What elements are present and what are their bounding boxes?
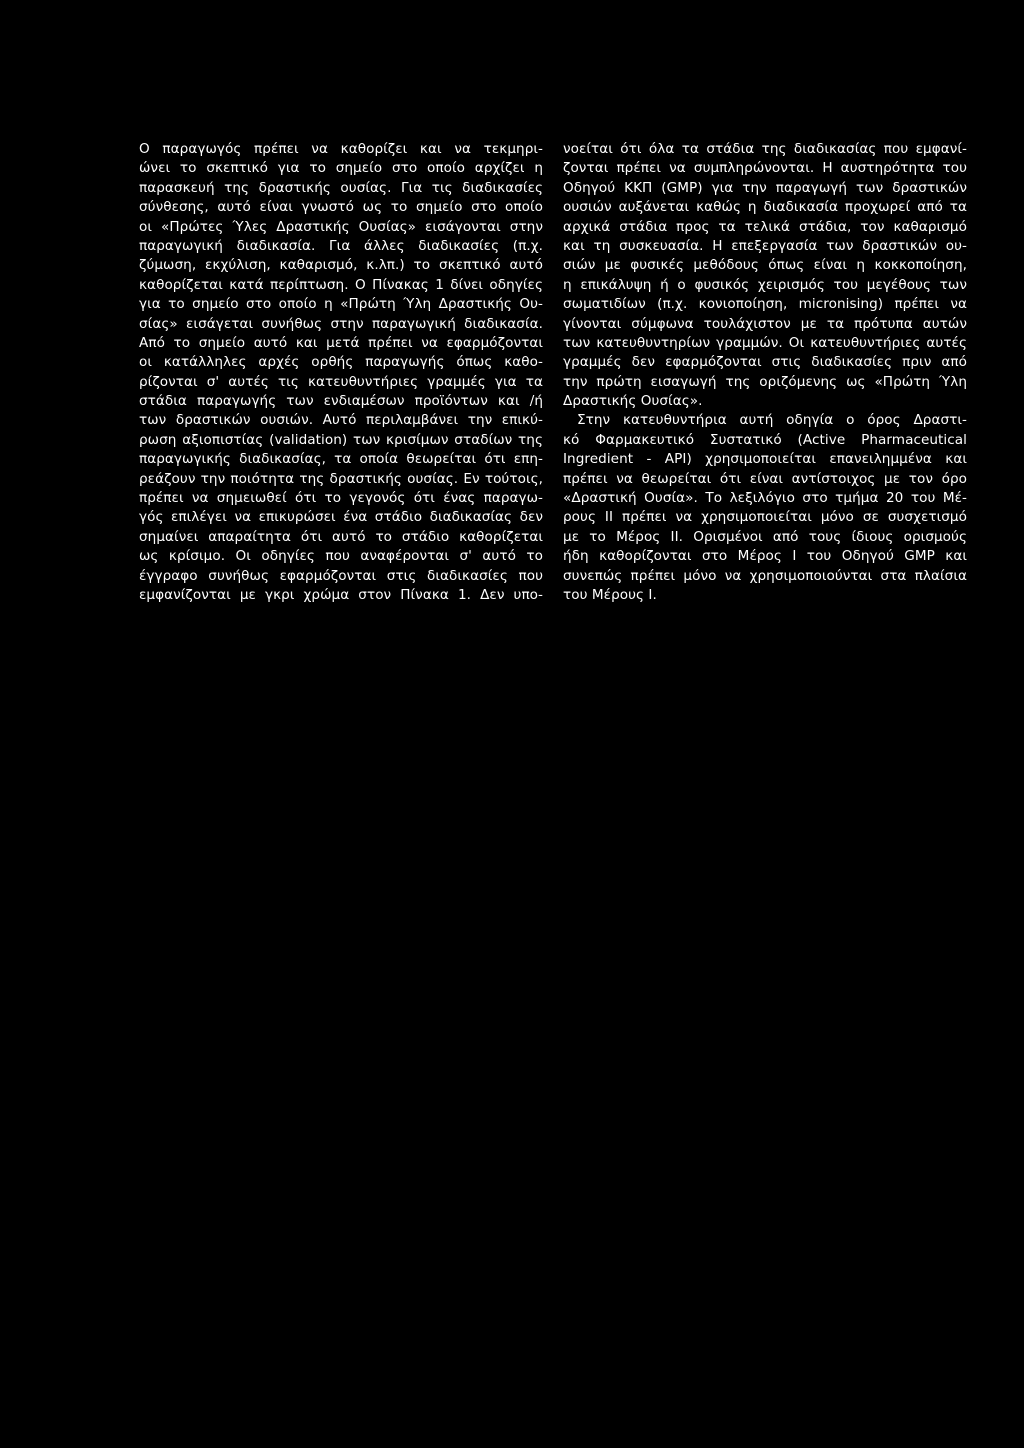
text-line: γραμμές δεν εφαρμόζονται στις διαδικασίες πριν από bbox=[563, 354, 967, 371]
text-line: των δραστικών ουσιών. Αυτό περιλαμβάνει την επικύ- bbox=[139, 412, 543, 429]
text-line: οι κατάλληλες αρχές ορθής παραγωγής όπως καθο- bbox=[139, 354, 543, 371]
text-line: με το Μέρος ΙΙ. Ορισμένοι από τους ίδιους ορισμούς bbox=[563, 528, 967, 545]
text-line: ρεάζουν την ποιότητα της δραστικής ουσίας. Εν τούτοις, bbox=[139, 470, 543, 487]
text-line: ουσιών αυξάνεται καθώς η διαδικασία προχωρεί από τα bbox=[563, 199, 967, 216]
text-line: ζονται πρέπει να συμπληρώνονται. Η αυστηρότητα του bbox=[563, 160, 967, 177]
text-line: Ingredient - API) χρησιμοποιείται επανειλημμένα και bbox=[563, 451, 967, 468]
text-line: ώνει το σκεπτικό για το σημείο στο οποίο αρχίζει η bbox=[139, 160, 543, 177]
text-line: των κατευθυντηρίων γραμμών. Οι κατευθυντήριες αυτές bbox=[563, 334, 967, 351]
text-line: καθορίζεται κατά περίπτωση. Ο Πίνακας 1 δίνει οδηγίες bbox=[139, 276, 543, 293]
text-line: και τη συσκευασία. Η επεξεργασία των δραστικών ου- bbox=[563, 237, 967, 254]
text-line: Ο παραγωγός πρέπει να καθορίζει και να τεκμηρι- bbox=[139, 141, 543, 157]
text-line: ζύμωση, εκχύλιση, καθαρισμό, κ.λπ.) το σκεπτικό αυτό bbox=[139, 257, 543, 274]
text-line: η επικάλυψη ή ο φυσικός χειρισμός του μεγέθους των bbox=[563, 276, 967, 293]
text-line: νοείται ότι όλα τα στάδια της διαδικασίας που εμφανί- bbox=[563, 141, 967, 157]
text-line: σύνθεσης, αυτό είναι γνωστό ως το σημείο στο οποίο bbox=[139, 199, 543, 216]
text-line: σωματιδίων (π.χ. κονιοποίηση, micronising) πρέπει να bbox=[563, 296, 967, 313]
left-text-column bbox=[139, 140, 543, 605]
text-line: ρωση αξιοπιστίας (validation) των κρισίμων σταδίων της bbox=[139, 431, 543, 448]
text-line: Από το σημείο αυτό και μετά πρέπει να εφαρμόζονται bbox=[139, 334, 543, 351]
text-line: εμφανίζονται με γκρι χρώμα στον Πίνακα 1. Δεν υπο- bbox=[139, 586, 543, 603]
text-line: παραγωγικής διαδικασίας, τα οποία θεωρείται ότι επη- bbox=[139, 451, 543, 468]
text-line: στάδια παραγωγής των ενδιαμέσων προϊόντων και /ή bbox=[139, 393, 543, 410]
text-line: πρέπει να θεωρείται ότι είναι αντίστοιχος με τον όρο bbox=[563, 470, 967, 487]
text-line: πρέπει να σημειωθεί ότι το γεγονός ότι ένας παραγω- bbox=[139, 490, 543, 507]
text-line: έγγραφο συνήθως εφαρμόζονται στις διαδικασίες που bbox=[139, 567, 543, 584]
text-line: παραγωγική διαδικασία. Για άλλες διαδικασίες (π.χ. bbox=[139, 237, 543, 254]
text-line: «Δραστική Ουσία». Το λεξιλόγιο στο τμήμα 20 του Μέ- bbox=[563, 490, 967, 507]
text-line: ρίζονται σ' αυτές τις κατευθυντήριες γραμμές για τα bbox=[139, 373, 543, 390]
text-line: ως κρίσιμο. Οι οδηγίες που αναφέρονται σ' αυτό το bbox=[139, 548, 543, 565]
text-line: για το σημείο στο οποίο η «Πρώτη Ύλη Δραστικής Ου- bbox=[139, 296, 543, 313]
text-line: Οδηγού ΚΚΠ (GMP) για την παραγωγή των δραστικών bbox=[563, 179, 967, 196]
text-line: αρχικά στάδια προς τα τελικά στάδια, τον καθαρισμό bbox=[563, 218, 967, 235]
text-line: παρασκευή της δραστικής ουσίας. Για τις διαδικασίες bbox=[139, 179, 543, 196]
text-line: γός επιλέγει να επικυρώσει ένα στάδιο διαδικασίας δεν bbox=[139, 509, 543, 526]
text-line: κό Φαρμακευτικό Συστατικό (Active Pharmaceutical bbox=[563, 431, 967, 448]
text-line: οι «Πρώτες Ύλες Δραστικής Ουσίας» εισάγονται στην bbox=[139, 218, 543, 235]
text-line: Στην κατευθυντήρια αυτή οδηγία ο όρος Δραστι- bbox=[577, 412, 967, 429]
text-line: σίας» εισάγεται συνήθως στην παραγωγική διαδικασία. bbox=[139, 315, 543, 332]
text-line: σημαίνει απαραίτητα ότι αυτό το στάδιο καθορίζεται bbox=[139, 528, 543, 545]
text-line: Δραστικής Ουσίας». bbox=[563, 393, 703, 410]
right-text-column bbox=[563, 140, 967, 605]
text-line: του Μέρους Ι. bbox=[563, 586, 657, 603]
text-line: συνεπώς πρέπει μόνο να χρησιμοποιούνται στα πλαίσια bbox=[563, 567, 967, 584]
text-line: σιών με φυσικές μεθόδους όπως είναι η κοκκοποίηση, bbox=[563, 257, 967, 274]
text-line: ήδη καθορίζονται στο Μέρος Ι του Οδηγού GMP και bbox=[563, 548, 967, 565]
text-line: την πρώτη εισαγωγή της οριζόμενης ως «Πρώτη Ύλη bbox=[563, 373, 967, 390]
text-line: γίνονται σύμφωνα τουλάχιστον με τα πρότυπα αυτών bbox=[563, 315, 967, 332]
text-line: ρους ΙΙ πρέπει να χρησιμοποιείται μόνο σε συσχετισμό bbox=[563, 509, 967, 526]
